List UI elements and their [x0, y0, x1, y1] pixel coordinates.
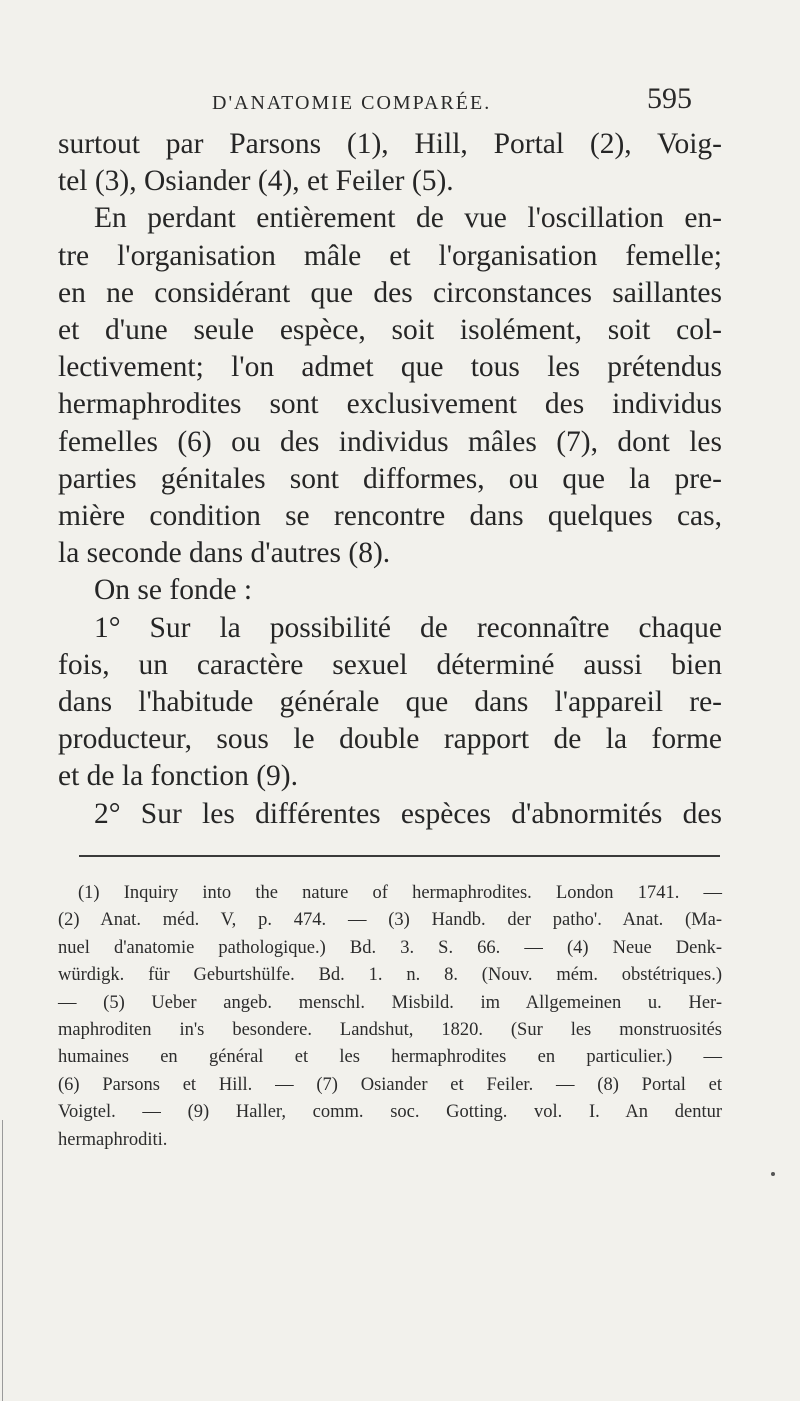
footnote-line: hermaphroditi. — [58, 1129, 168, 1150]
text-line: producteur, sous le double rapport de la forme — [58, 723, 722, 756]
footnote-line: — (5) Ueber angeb. menschl. Misbild. im Allgemeinen u. Her- — [58, 992, 722, 1013]
text-line: en ne considérant que des circonstances saillantes — [58, 276, 722, 309]
text-line: tel (3), Osiander (4), et Feiler (5). — [58, 165, 454, 198]
running-title: D'ANATOMIE COMPARÉE. — [212, 92, 492, 114]
footnote-line: (6) Parsons et Hill. — (7) Osiander et Feiler. — (8) Portal et — [58, 1074, 722, 1095]
page-edge-line — [2, 1120, 3, 1401]
footnote-line: humaines en général et les hermaphrodites en particulier.) — — [58, 1047, 722, 1068]
text-line: parties génitales sont difformes, ou que la pre- — [58, 462, 722, 495]
footnote-line: nuel d'anatomie pathologique.) Bd. 3. S. 66. — (4) Neue Denk- — [58, 937, 722, 958]
text-line: la seconde dans d'autres (8). — [58, 537, 391, 570]
ink-speck — [771, 1172, 775, 1176]
text-line: fois, un caractère sexuel déterminé aussi bien — [58, 648, 722, 681]
footnote-line: (1) Inquiry into the nature of hermaphrodites. London 1741. — — [78, 883, 722, 903]
text-line: tre l'organisation mâle et l'organisation femelle; — [58, 239, 722, 272]
footnote-line: würdigk. für Geburtshülfe. Bd. 1. n. 8. (Nouv. mém. obstétriques.) — [58, 965, 722, 986]
text-line: 2° Sur les différentes espèces d'abnormités des — [94, 797, 722, 830]
footnote-line: Voigtel. — (9) Haller, comm. soc. Gotting. vol. I. An dentur — [58, 1102, 722, 1123]
text-line: mière condition se rencontre dans quelques cas, — [58, 500, 722, 533]
main-text — [58, 126, 722, 833]
running-head — [212, 82, 692, 126]
text-line: et de la fonction (9). — [58, 760, 299, 793]
text-line: lectivement; l'on admet que tous les prétendus — [58, 351, 722, 384]
footnote-line: (2) Anat. méd. V, p. 474. — (3) Handb. der patho'. Anat. (Ma- — [58, 910, 722, 931]
page-number: 595 — [647, 82, 692, 115]
text-line: 1° Sur la possibilité de reconnaître chaque — [94, 611, 722, 644]
text-line: hermaphrodites sont exclusivement des individus — [58, 388, 722, 421]
text-line: On se fonde : — [94, 574, 253, 607]
text-line: En perdant entièrement de vue l'oscillation en- — [94, 202, 722, 235]
text-line: et d'une seule espèce, soit isolément, soit col- — [58, 314, 722, 347]
footnotes — [58, 880, 722, 1154]
text-line: femelles (6) ou des individus mâles (7), dont les — [58, 425, 722, 458]
text-line: dans l'habitude générale que dans l'appareil re- — [58, 686, 722, 719]
text-line: surtout par Parsons (1), Hill, Portal (2), Voig- — [58, 128, 722, 160]
footnote-line: maphroditen in's besondere. Landshut, 1820. (Sur les monstruosités — [58, 1020, 722, 1041]
footnote-divider — [79, 855, 720, 857]
